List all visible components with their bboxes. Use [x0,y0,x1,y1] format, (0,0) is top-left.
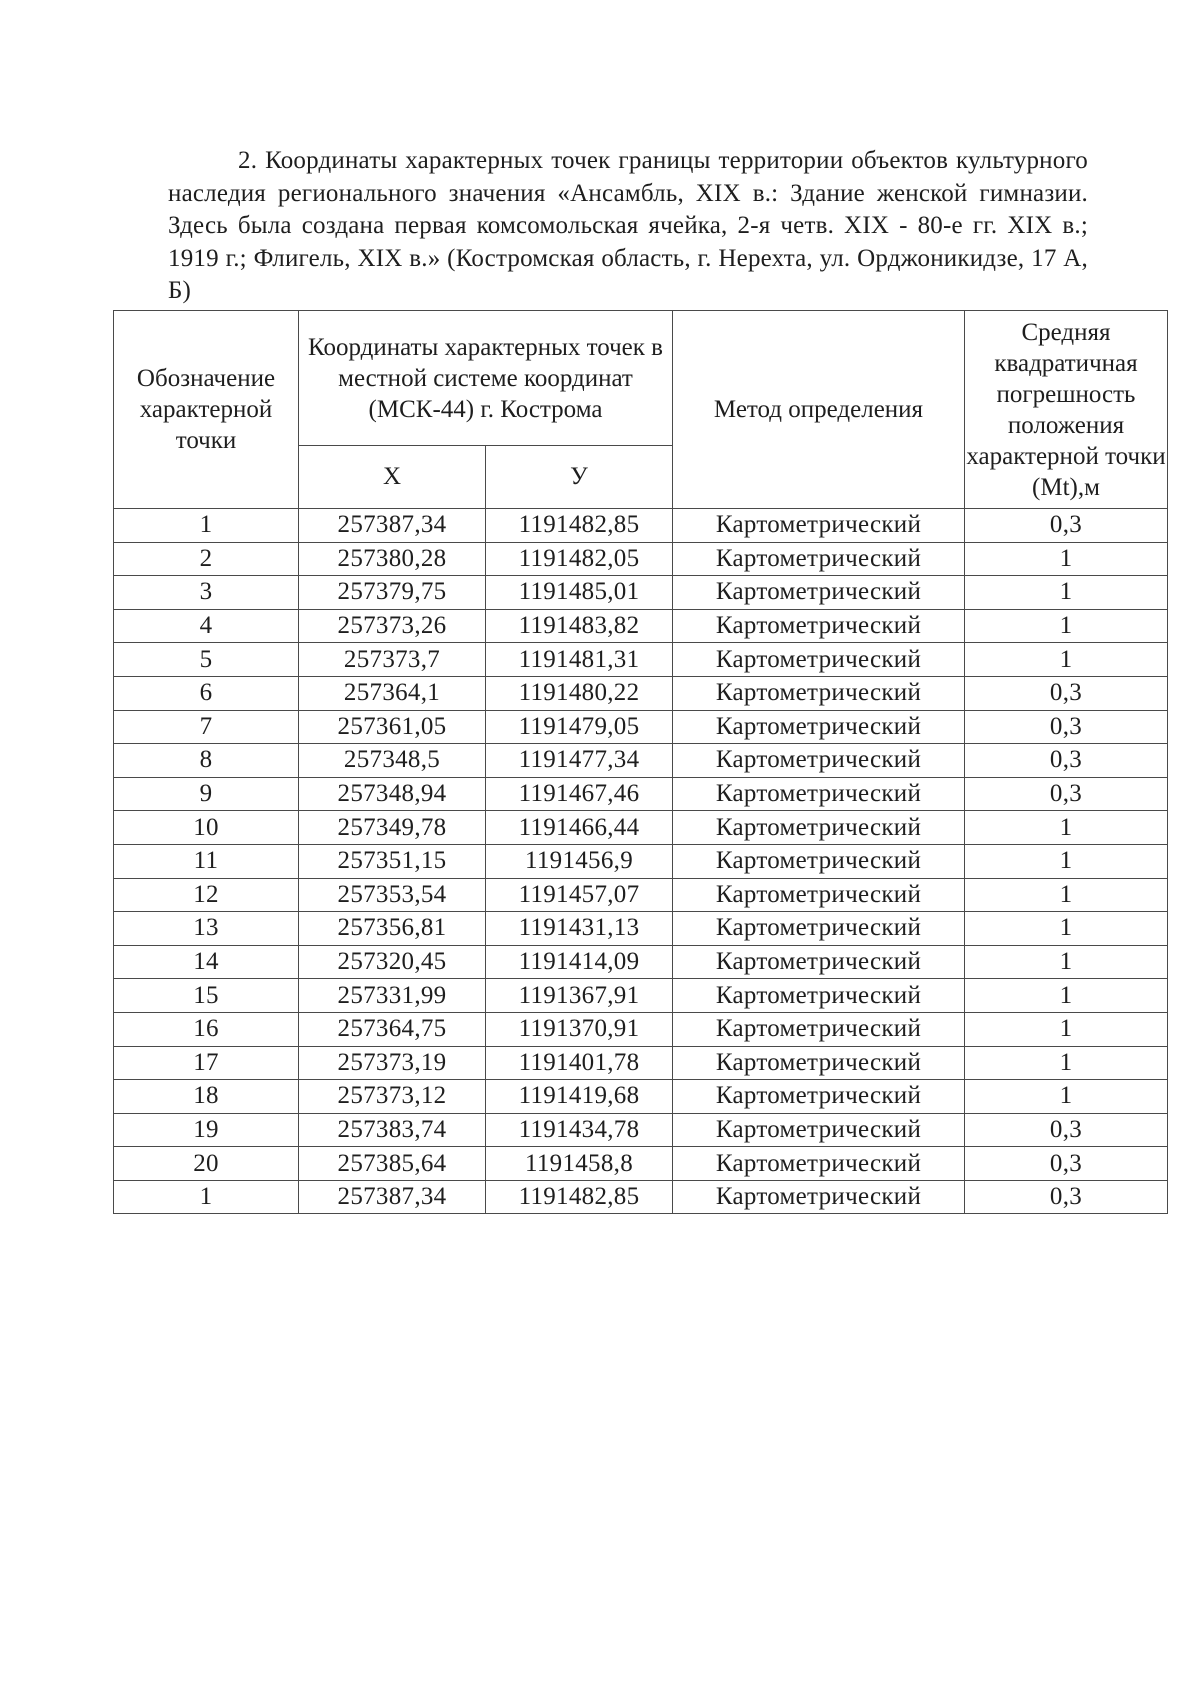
cell-point: 1 [114,509,299,543]
table-row [114,844,1168,878]
cell-y: 1191483,82 [486,609,673,643]
cell-y: 1191414,09 [486,945,673,979]
cell-method: Картометрический [673,1180,965,1214]
header-point: Обозначение характерной точки [114,311,299,509]
cell-error: 0,3 [965,744,1168,778]
cell-point: 20 [114,1147,299,1181]
cell-x: 257380,28 [299,542,486,576]
table-row [114,1147,1168,1181]
cell-method: Картометрический [673,878,965,912]
cell-error: 1 [965,576,1168,610]
cell-method: Картометрический [673,676,965,710]
header-error: Средняя квадратичная погрешность положения характерной точки (Mt),м [965,311,1168,509]
cell-method: Картометрический [673,744,965,778]
table-body [114,509,1168,1214]
cell-x: 257364,1 [299,676,486,710]
cell-method: Картометрический [673,542,965,576]
cell-y: 1191367,91 [486,979,673,1013]
header-coordinates: Координаты характерных точек в местной системе координат (МСК-44) г. Кострома [299,311,673,446]
cell-point: 17 [114,1046,299,1080]
cell-y: 1191482,05 [486,542,673,576]
table-row [114,777,1168,811]
table-row [114,1180,1168,1214]
cell-y: 1191457,07 [486,878,673,912]
cell-point: 1 [114,1180,299,1214]
table-row [114,609,1168,643]
cell-x: 257387,34 [299,1180,486,1214]
cell-error: 1 [965,811,1168,845]
cell-x: 257373,12 [299,1080,486,1114]
cell-method: Картометрический [673,643,965,677]
cell-y: 1191419,68 [486,1080,673,1114]
cell-y: 1191458,8 [486,1147,673,1181]
cell-error: 1 [965,609,1168,643]
cell-x: 257348,94 [299,777,486,811]
cell-point: 4 [114,609,299,643]
cell-method: Картометрический [673,912,965,946]
cell-error: 1 [965,945,1168,979]
cell-point: 3 [114,576,299,610]
cell-error: 1 [965,1046,1168,1080]
table-row [114,643,1168,677]
cell-method: Картометрический [673,1046,965,1080]
cell-y: 1191401,78 [486,1046,673,1080]
cell-x: 257387,34 [299,509,486,543]
cell-method: Картометрический [673,509,965,543]
cell-error: 0,3 [965,1113,1168,1147]
cell-point: 7 [114,710,299,744]
table-row [114,878,1168,912]
table-row [114,811,1168,845]
cell-method: Картометрический [673,777,965,811]
cell-point: 18 [114,1080,299,1114]
cell-point: 15 [114,979,299,1013]
cell-y: 1191466,44 [486,811,673,845]
cell-point: 8 [114,744,299,778]
cell-method: Картометрический [673,1012,965,1046]
cell-point: 6 [114,676,299,710]
cell-x: 257379,75 [299,576,486,610]
cell-method: Картометрический [673,576,965,610]
cell-error: 1 [965,1012,1168,1046]
cell-method: Картометрический [673,979,965,1013]
cell-error: 1 [965,1080,1168,1114]
cell-method: Картометрический [673,1113,965,1147]
cell-x: 257353,54 [299,878,486,912]
table-row [114,979,1168,1013]
cell-x: 257373,19 [299,1046,486,1080]
cell-x: 257356,81 [299,912,486,946]
cell-point: 12 [114,878,299,912]
cell-y: 1191479,05 [486,710,673,744]
cell-point: 14 [114,945,299,979]
table-row [114,1012,1168,1046]
cell-method: Картометрический [673,609,965,643]
cell-x: 257373,7 [299,643,486,677]
cell-method: Картометрический [673,811,965,845]
cell-x: 257351,15 [299,844,486,878]
cell-x: 257373,26 [299,609,486,643]
table-row [114,676,1168,710]
cell-error: 0,3 [965,777,1168,811]
cell-error: 1 [965,643,1168,677]
header-method: Метод определения [673,311,965,509]
header-x: X [299,446,486,509]
cell-error: 0,3 [965,1180,1168,1214]
cell-x: 257349,78 [299,811,486,845]
cell-point: 9 [114,777,299,811]
intro-paragraph: 2. Координаты характерных точек границы территории объектов культурного наследия регионального значения «Ансамбль, XIX в.: Здание женской гимназии. Здесь была создана первая комсомольская ячейка, 2-я четв. XIX - 80-е гг. XIX в.; 1919 г.; Флигель, XIX в.» (Костромская область, г. Нерехта, ул. Орджоникидзе, 17 А, Б) [168,147,1088,304]
table-row [114,576,1168,610]
cell-method: Картометрический [673,945,965,979]
cell-x: 257348,5 [299,744,486,778]
cell-y: 1191431,13 [486,912,673,946]
cell-y: 1191485,01 [486,576,673,610]
cell-point: 10 [114,811,299,845]
cell-error: 0,3 [965,509,1168,543]
cell-y: 1191434,78 [486,1113,673,1147]
table-row [114,1046,1168,1080]
cell-point: 5 [114,643,299,677]
cell-point: 16 [114,1012,299,1046]
cell-y: 1191370,91 [486,1012,673,1046]
cell-method: Картометрический [673,1147,965,1181]
cell-error: 0,3 [965,676,1168,710]
cell-point: 19 [114,1113,299,1147]
cell-error: 0,3 [965,710,1168,744]
cell-error: 1 [965,912,1168,946]
table-row [114,1113,1168,1147]
cell-y: 1191482,85 [486,509,673,543]
table-row [114,509,1168,543]
cell-x: 257361,05 [299,710,486,744]
cell-error: 0,3 [965,1147,1168,1181]
cell-error: 1 [965,878,1168,912]
cell-y: 1191480,22 [486,676,673,710]
coordinates-table [113,310,1168,1214]
table-row [114,744,1168,778]
table-row [114,945,1168,979]
cell-y: 1191467,46 [486,777,673,811]
cell-error: 1 [965,844,1168,878]
table-row [114,710,1168,744]
cell-method: Картометрический [673,710,965,744]
cell-point: 11 [114,844,299,878]
table-row [114,912,1168,946]
cell-error: 1 [965,542,1168,576]
cell-y: 1191482,85 [486,1180,673,1214]
cell-x: 257383,74 [299,1113,486,1147]
cell-point: 2 [114,542,299,576]
table-header [114,311,1168,509]
cell-y: 1191477,34 [486,744,673,778]
table-row [114,1080,1168,1114]
cell-x: 257320,45 [299,945,486,979]
cell-x: 257364,75 [299,1012,486,1046]
cell-x: 257385,64 [299,1147,486,1181]
cell-point: 13 [114,912,299,946]
table-row [114,542,1168,576]
cell-y: 1191481,31 [486,643,673,677]
header-y: У [486,446,673,509]
cell-method: Картометрический [673,844,965,878]
cell-error: 1 [965,979,1168,1013]
cell-x: 257331,99 [299,979,486,1013]
cell-y: 1191456,9 [486,844,673,878]
cell-method: Картометрический [673,1080,965,1114]
